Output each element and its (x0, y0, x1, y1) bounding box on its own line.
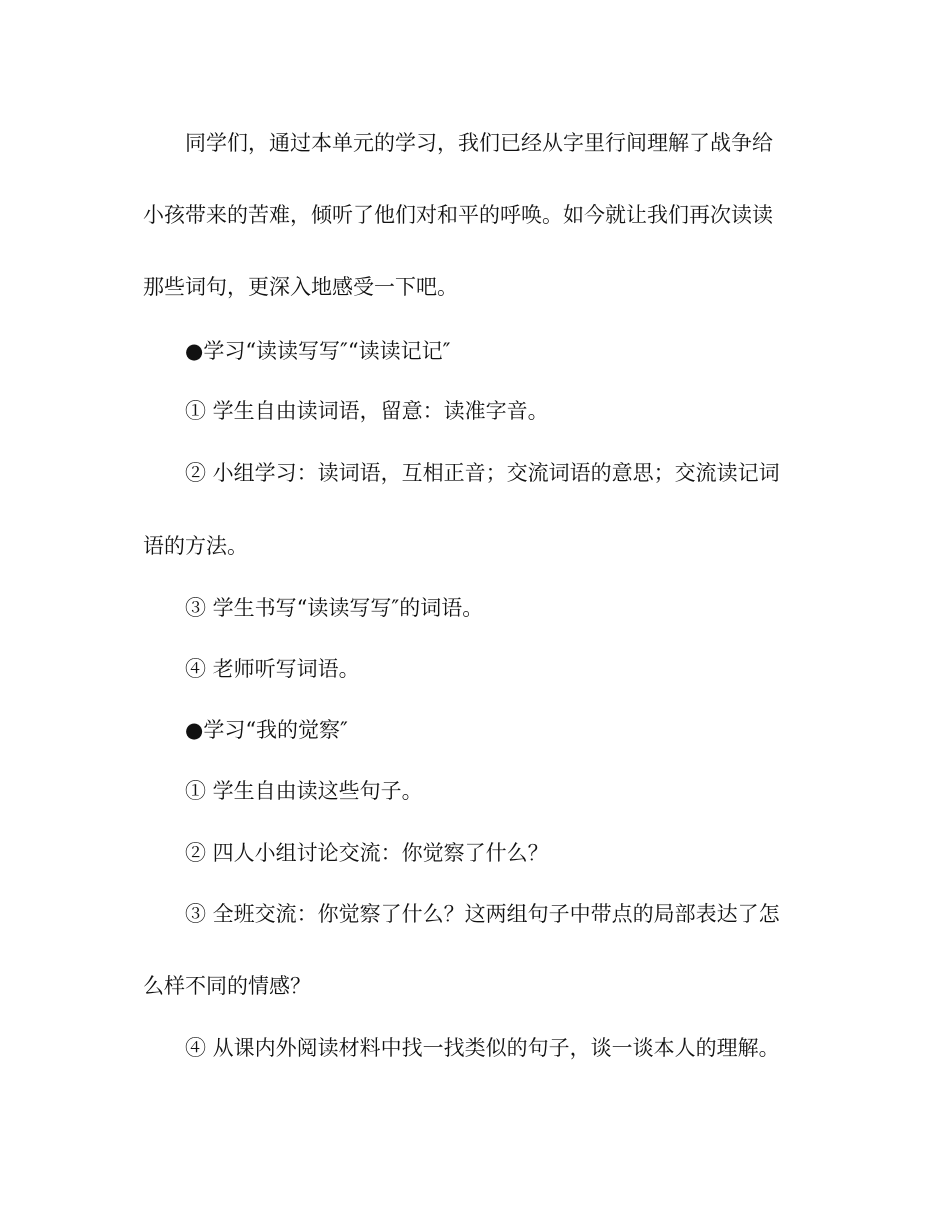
step-find-similar-sentences: ④ 从课内外阅读材料中找一找类似的句子，谈一谈本人的理解。 (185, 1036, 780, 1060)
step-group-study-line-1: ② 小组学习：读词语，互相正音；交流词语的意思；交流读记词 (185, 461, 780, 485)
step-dictation: ④ 老师听写词语。 (185, 657, 360, 681)
step-group-study-line-2: 语的方法。 (143, 534, 248, 558)
step-group-discussion: ② 四人小组讨论交流：你觉察了什么？ (185, 841, 549, 865)
step-class-exchange-line-1: ③ 全班交流：你觉察了什么？这两组句子中带点的局部表达了怎 (185, 902, 780, 926)
paragraph-intro-line-2: 小孩带来的苦难，倾听了他们对和平的呼唤。如今就让我们再次读读 (143, 203, 773, 227)
section-heading-read-write: ●学习“读读写写″“读读记记″ (185, 339, 451, 363)
step-read-sentences: ① 学生自由读这些句子。 (185, 779, 423, 803)
paragraph-intro-line-3: 那些词句，更深入地感受一下吧。 (143, 275, 458, 299)
step-write-words: ③ 学生书写“读读写写″的词语。 (185, 596, 484, 620)
step-class-exchange-line-2: 么样不同的情感？ (143, 974, 311, 998)
section-heading-my-discovery: ●学习“我的觉察″ (185, 718, 348, 742)
paragraph-intro-line-1: 同学们，通过本单元的学习，我们已经从字里行间理解了战争给 (185, 131, 773, 155)
step-read-words-freely: ① 学生自由读词语，留意：读准字音。 (185, 399, 549, 423)
